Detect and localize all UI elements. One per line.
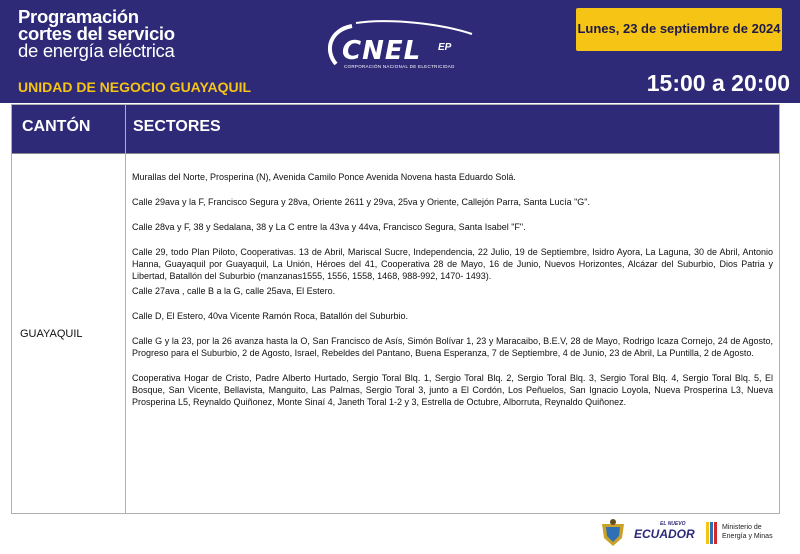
title-line-2: cortes del servicio (18, 23, 175, 44)
flag-stripes-icon (706, 522, 718, 544)
logo-suffix: EP (438, 42, 452, 53)
date-badge (576, 8, 782, 51)
sector-item: Calle 29ava y la F, Francisco Segura y 28va, Oriente 2611 y 29va, 25va y Oriente, Callejón Parra, Santa Lucía "G". (132, 197, 590, 207)
table-header (12, 105, 779, 153)
logo-name: CNEL (342, 36, 422, 66)
sector-item: Murallas del Norte, Prosperina (N), Avenida Camilo Ponce Avenida Novena hasta Eduardo Solá. (132, 172, 516, 182)
footer-branding (598, 518, 788, 550)
column-header-sectores: SECTORES (133, 118, 221, 135)
sector-item: Calle 28va y F, 38 y Sedalana, 38 y La C entre la 43va y 44va, Francisco Segura, Santa Isabel "F". (132, 222, 526, 232)
title-line-3: de energía eléctrica (18, 40, 175, 61)
canton-cell: GUAYAQUIL (20, 328, 83, 340)
column-header-canton: CANTÓN (22, 118, 91, 135)
header-banner (0, 0, 800, 103)
brand-name: ECUADOR (634, 527, 695, 541)
sectors-cell (132, 171, 773, 421)
title-line-1: Programación (18, 6, 139, 27)
schedule-table (11, 104, 780, 514)
sector-item: Calle G y la 23, por la 26 avanza hasta la O, San Francisco de Asís, Simón Bolívar 1, 23 y Maracaibo, B.E.V, 28 de Mayo, Rodrigo Icaza Cornejo, 24 de Agosto, Progreso para el Suburbio, 2 de Agosto, Israel, Rebeldes del Pantano, Buena Esperanza, 7 de Septiembre, 4 de Junio, 23 de Abril, La Puntilla, 2 de Agosto. (132, 336, 773, 358)
date-text: Lunes, 23 de septiembre de 2024 (577, 21, 781, 36)
brand-tag: EL NUEVO (660, 521, 686, 527)
sector-item: Calle D, El Estero, 40va Vicente Ramón Roca, Batallón del Suburbio. (132, 311, 408, 321)
ministry-line-2: Energía y Minas (722, 533, 773, 540)
sector-item: Cooperativa Hogar de Cristo, Padre Alberto Hurtado, Sergio Toral Blq. 1, Sergio Toral Blq. 2, Sergio Toral Blq. 3, Sergio Toral Blq. 4, Sergio Toral Blq. 5, El Bosque, San Vicente, Bellavista, Manguito, Las Palmas, Sergio Toral 3, junto a El Cordón, Los Peñuelos, San Ignacio Loyola, Nueva Prosperina L3, Nueva Prosperina L5, Reynaldo Quiñonez, Monte Sinaí 4, Janeth Toral 1-2 y 3, Estrella de Octubre, Alborruta, Reynaldo Quiñonez. (132, 373, 773, 407)
cnel-logo (322, 20, 482, 72)
column-divider (125, 105, 126, 513)
logo-subtitle: CORPORACIÓN NACIONAL DE ELECTRICIDAD (344, 64, 455, 69)
time-range: 15:00 a 20:00 (646, 70, 790, 96)
business-unit-label: UNIDAD DE NEGOCIO GUAYAQUIL (18, 79, 252, 95)
header-divider (12, 153, 779, 154)
page-title (18, 8, 175, 59)
ministry-label (722, 523, 792, 541)
sector-item: Calle 29, todo Plan Piloto, Cooperativas. 13 de Abril, Mariscal Sucre, Independencia, 22 Julio, 19 de Septiembre, Isidro Ayora, La Laguna, 30 de Abril, Antonio Hanna, Guayaquil por Guayaquil, La Unión, Héroes del 41, Cooperativa 28 de Mayo, 16 de Junio, Nuevos Horizontes, Alcázar del Suburbio, Dios Patria y Libertad, Batallón del Suburbio (manzanas1555, 1556, 1558, 1468, 988-992, 1470- 1493). (132, 247, 773, 281)
sector-item: Calle 27ava , calle B a la G, calle 25ava, El Estero. (132, 286, 336, 296)
ministry-line-1: Ministerio de (722, 524, 762, 531)
coat-of-arms-icon (598, 518, 628, 548)
